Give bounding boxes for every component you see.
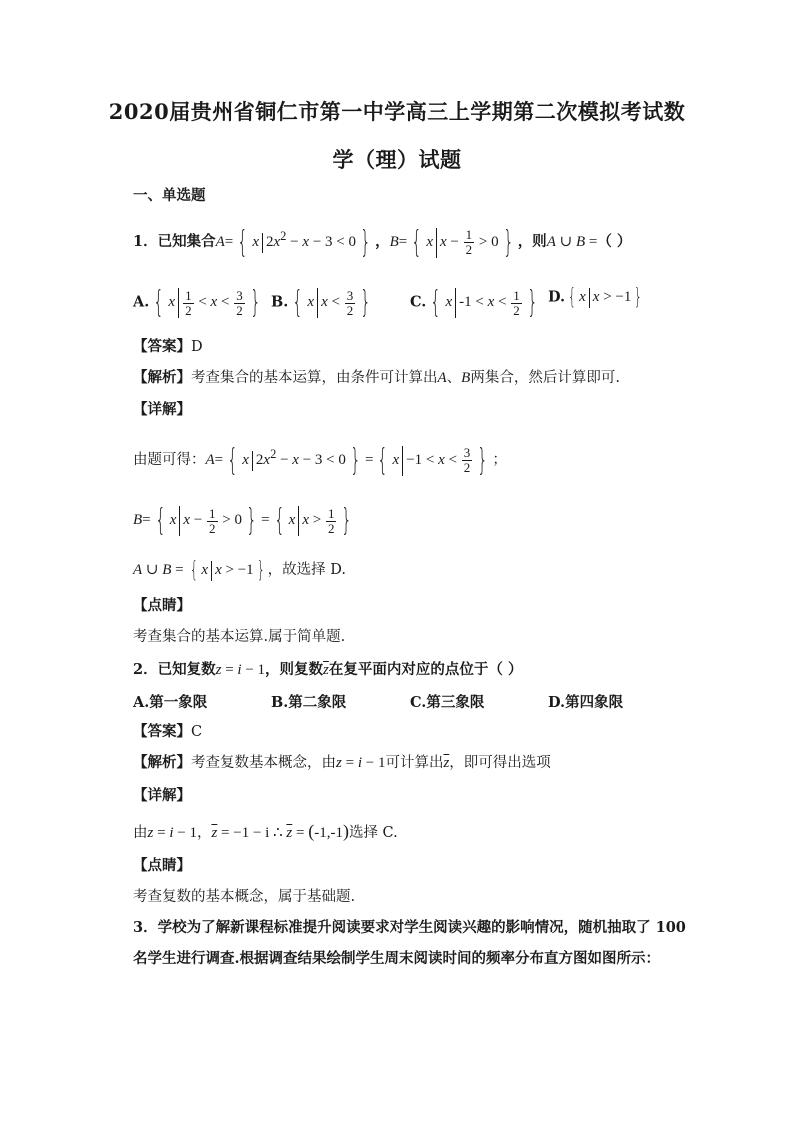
q3-stem-line-2: 名学生进行调查.根据调查结果绘制学生周末阅读时间的频率分布直方图如图所示：	[133, 950, 661, 967]
q2-answer: 【答案】C	[133, 723, 203, 740]
q1-detail-a: 由题可得：A= { x $2x^2 - x - 3 < 0$ } = { x −1 < x < $\frac{3}{2}$ } ；	[133, 442, 507, 478]
q2-option-a: A.第一象限	[133, 694, 208, 711]
q1-option-d: D. { x x > −1 }	[548, 285, 643, 310]
q2-detail: 由z = i − 1，$\overline{z} = -1 - i$ ∴ $\overline{z} = (-1,-1)$选择 C.	[133, 821, 398, 841]
q2-analysis: 【解析】考查复数基本概念，由z = i − 1可计算出$\overline{z}$，即可得出选项	[133, 754, 551, 771]
q1-answer: 【答案】D	[133, 338, 203, 355]
q1-set-a: A= { x $2x^2 - x - 3 < 0$ }	[215, 224, 371, 260]
q1-detail-b: B= { x x − $\frac{1}{2}$ > 0 } = { x x > $\frac{1}{2}$ }	[133, 503, 353, 538]
q1-comment: 考查集合的基本运算.属于简单题.	[133, 629, 346, 645]
q3-stem-line-1: 3．学校为了解新课程标准提升阅读要求对学生阅读兴趣的影响情况，随机抽取了 100	[133, 919, 686, 936]
q2-option-d: D.第四象限	[548, 694, 624, 711]
title-line-1: 2020届贵州省铜仁市第一中学高三上学期第二次模拟考试数	[108, 99, 686, 124]
q1-set-b: B= { x x − $\frac{1}{2}$ > 0 }	[389, 224, 514, 260]
section-heading: 一、单选题	[133, 187, 206, 204]
q2-option-c: C.第三象限	[410, 694, 485, 711]
q1-option-b: B. { x x < $\frac{3}{2}$ }	[271, 285, 372, 320]
q1-detail-heading: 【详解】	[133, 401, 191, 418]
q1-stem: 1．已知集合A= { x $2x^2 - x - 3 < 0$ } ，B= { x x − $\frac{1}{2}$ > 0 } ，则A ∪ B =（ ）	[133, 224, 632, 260]
q2-detail-heading: 【详解】	[133, 787, 191, 804]
q1-analysis: 【解析】考查集合的基本运算，由条件可计算出A、B两集合，然后计算即可.	[133, 369, 620, 386]
q2-option-b: B.第二象限	[271, 694, 347, 711]
q2-comment-heading: 【点睛】	[133, 857, 191, 874]
q1-number: 1．已知集合	[133, 233, 216, 250]
q1-comment-heading: 【点睛】	[133, 597, 191, 614]
q1-detail-union: A ∪ B = { x x > −1 } ，故选择 D.	[133, 557, 346, 583]
q1-option-c: C. { x -1 < x < $\frac{1}{2}$ }	[410, 285, 538, 320]
q1-option-a: A. { x $\frac{1}{2}$ < x < $\frac{3}{2}$ }	[133, 285, 261, 320]
title-line-2: 学（理）试题	[332, 147, 462, 172]
q2-stem: 2．已知复数z = i − 1，则复数$\overline{z}$在复平面内对应的点位于（ ）	[133, 661, 523, 678]
q2-comment: 考查复数的基本概念，属于基础题.	[133, 889, 356, 905]
